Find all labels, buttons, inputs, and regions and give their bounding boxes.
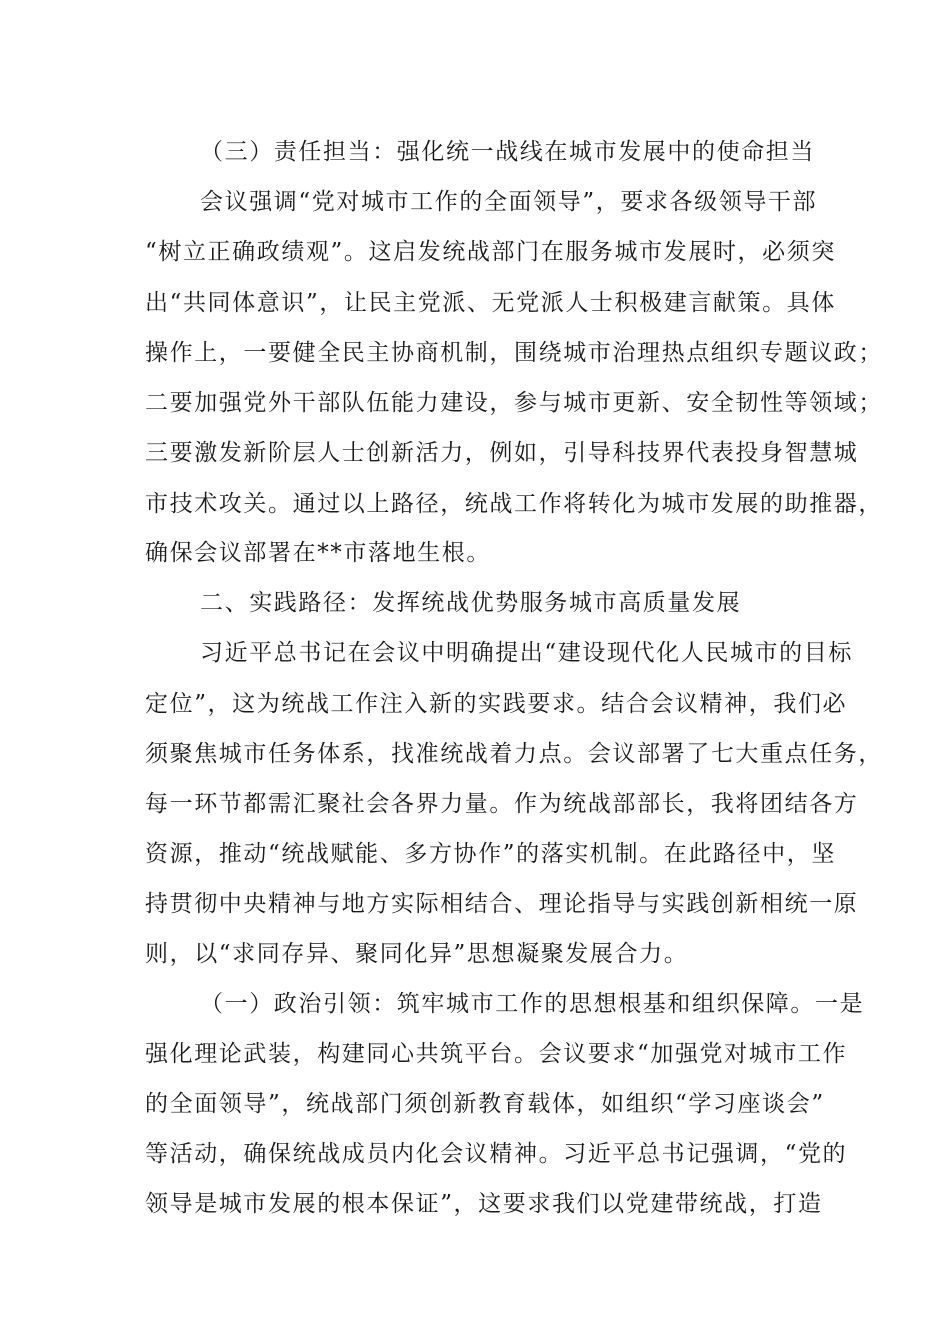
- paragraph-line: 习近平总书记在会议中明确提出“建设现代化人民城市的目标: [200, 640, 853, 666]
- section-heading-political: （一）政治引领：筑牢城市工作的思想根基和组织保障。一是: [200, 991, 865, 1017]
- paragraph-line: 出“共同体意识”，让民主党派、无党派人士积极建言献策。具体: [145, 290, 836, 316]
- paragraph-line: 确保会议部署在**市落地生根。: [145, 540, 491, 566]
- paragraph-line: 须聚焦城市任务体系，找准统战着力点。会议部署了七大重点任务，: [145, 741, 883, 767]
- paragraph-line: 操作上，一要健全民主协商机制，围绕城市治理热点组织专题议政；: [145, 340, 883, 366]
- paragraph-line: 每一环节都需汇聚社会各界力量。作为统战部部长，我将团结各方: [145, 791, 859, 817]
- paragraph-line: 持贯彻中央精神与地方实际相结合、理论指导与实践创新相统一原: [145, 891, 859, 917]
- paragraph-line: 领导是城市发展的根本保证”，这要求我们以党建带统战，打造: [145, 1191, 823, 1217]
- section-heading-practice: 二、实践路径：发挥统战优势服务城市高质量发展: [200, 590, 742, 616]
- paragraph-line: “树立正确政绩观”。这启发统战部门在服务城市发展时，必须突: [145, 239, 836, 265]
- paragraph-line: 定位”，这为统战工作注入新的实践要求。结合会议精神，我们必: [145, 691, 848, 717]
- paragraph-line: 等活动，确保统战成员内化会议精神。习近平总书记强调，“党的: [145, 1141, 848, 1167]
- paragraph-line: 强化理论武装，构建同心共筑平台。会议要求“加强党对城市工作: [145, 1041, 848, 1067]
- paragraph-line: 资源，推动“统战赋能、多方协作”的落实机制。在此路径中，坚: [145, 841, 836, 867]
- paragraph-line: 的全面领导”，统战部门须创新教育载体，如组织“学习座谈会”: [145, 1091, 825, 1117]
- paragraph-line: 二要加强党外干部队伍能力建设，参与城市更新、安全韧性等领域；: [145, 390, 883, 416]
- paragraph-line: 市技术攻关。通过以上路径，统战工作将转化为城市发展的助推器，: [145, 491, 883, 517]
- paragraph-line: 则，以“求同存异、聚同化异”思想凝聚发展合力。: [145, 941, 689, 967]
- paragraph-line: 三要激发新阶层人士创新活力，例如，引导科技界代表投身智慧城: [145, 440, 859, 466]
- section-heading-responsibility: （三）责任担当：强化统一战线在城市发展中的使命担当: [200, 139, 815, 165]
- paragraph-line: 会议强调“党对城市工作的全面领导”，要求各级领导干部: [200, 189, 818, 215]
